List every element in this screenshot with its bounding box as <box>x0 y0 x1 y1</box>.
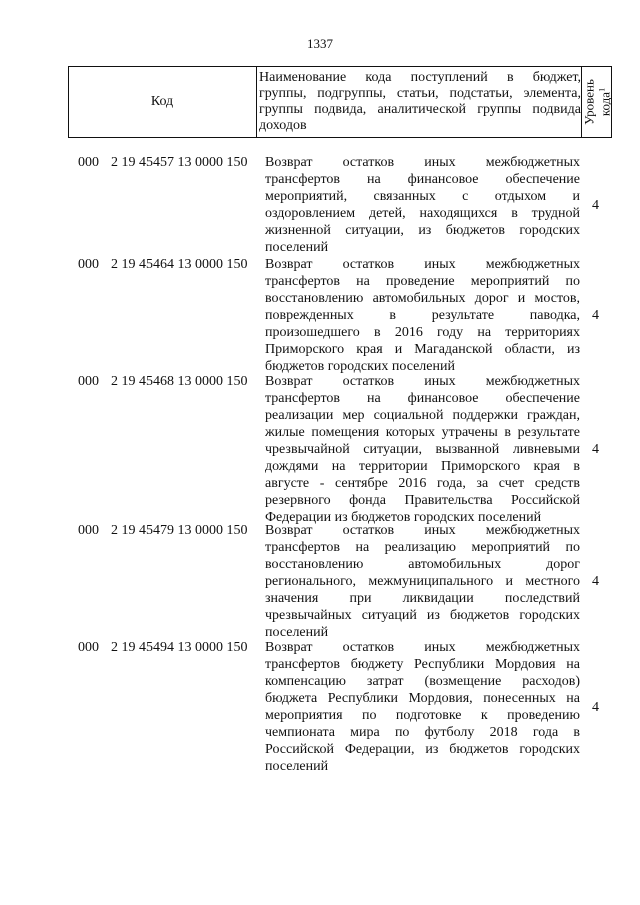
code-level: 4 <box>592 574 599 589</box>
description-line: трансфертов бюджету Республики Мордовия на <box>265 657 580 672</box>
code-description <box>265 154 580 256</box>
level-header-footnote: 1 <box>597 87 607 92</box>
description-line: Федерации из бюджетов городских поселений <box>265 510 542 525</box>
description-line: поселений <box>265 625 329 640</box>
level-header-line: Уровень <box>581 78 597 125</box>
code-level: 4 <box>592 700 599 715</box>
code-level: 4 <box>592 198 599 213</box>
description-line: поселений <box>265 759 329 774</box>
level-column-header <box>583 67 611 136</box>
budget-code: 2 19 45468 13 0000 150 <box>111 374 248 389</box>
description-line: мероприятия по подготовке к проведению <box>265 708 580 723</box>
description-line: Возврат остатков иных межбюджетных <box>265 374 580 389</box>
header-name-line: доходов <box>259 118 307 133</box>
description-line: Приморского края и Магаданской области, из <box>265 342 580 357</box>
description-line: жилые помещения которых утрачены в результате <box>265 425 580 440</box>
description-line: бюджета Республики Мордовия, понесенных на <box>265 691 580 706</box>
code-prefix: 000 <box>78 523 99 538</box>
budget-code: 2 19 45457 13 0000 150 <box>111 155 248 170</box>
description-line: трансфертов на реализацию мероприятий по <box>265 540 580 555</box>
description-line: дождями на территории Приморского края в <box>265 459 580 474</box>
code-level: 4 <box>592 442 599 457</box>
code-column-header: Код <box>150 93 174 109</box>
description-line: Возврат остатков иных межбюджетных <box>265 257 580 272</box>
budget-code: 2 19 45464 13 0000 150 <box>111 257 248 272</box>
description-line: произошедшего в 2016 году на территориях <box>265 325 580 340</box>
description-line: Возврат остатков иных межбюджетных <box>265 640 580 655</box>
table-header <box>68 66 612 138</box>
code-description <box>265 256 580 375</box>
description-line: поврежденных в результате паводка, <box>265 308 580 323</box>
description-line: восстановлению автомобильных дорог <box>265 557 580 572</box>
code-description <box>265 639 580 775</box>
header-name-line: группы, подгруппы, статьи, подстатьи, элемента, <box>259 86 581 101</box>
code-prefix: 000 <box>78 640 99 655</box>
description-line: Российской Федерации, из бюджетов городских <box>265 742 580 757</box>
description-line: оздоровлением детей, находящихся в трудной <box>265 206 580 221</box>
code-description <box>265 522 580 641</box>
description-line: трансфертов на проведение мероприятий по <box>265 274 580 289</box>
description-line: регионального, межмуниципального и местного <box>265 574 580 589</box>
budget-code: 2 19 45479 13 0000 150 <box>111 523 248 538</box>
description-line: Возврат остатков иных межбюджетных <box>265 155 580 170</box>
header-name-line: Наименование кода поступлений в бюджет, <box>259 70 581 85</box>
description-line: чрезвычайных ситуаций из бюджетов городских <box>265 608 580 623</box>
description-line: бюджетов городских поселений <box>265 359 455 374</box>
description-line: августе - сентябре 2016 года, за счет средств <box>265 476 580 491</box>
name-column-header <box>259 70 581 134</box>
code-prefix: 000 <box>78 257 99 272</box>
description-line: мероприятий, связанных с отдыхом и <box>265 189 580 204</box>
code-level: 4 <box>592 308 599 323</box>
budget-code: 2 19 45494 13 0000 150 <box>111 640 248 655</box>
level-header-text <box>582 79 611 125</box>
header-name-line: группы подвида, аналитической группы подвида <box>259 102 581 117</box>
description-line: чемпионата мира по футболу 2018 года в <box>265 725 580 740</box>
description-line: реализации мер социальной поддержки граждан, <box>265 408 580 423</box>
description-line: жизненной ситуации, из бюджетов городских <box>265 223 580 238</box>
description-line: резервного фонда Правительства Российской <box>265 493 580 508</box>
level-header-line <box>595 79 611 125</box>
description-line: Возврат остатков иных межбюджетных <box>265 523 580 538</box>
description-line: компенсацию затрат (возмещение расходов) <box>265 674 580 689</box>
description-line: трансфертов на финансовое обеспечение <box>265 172 580 187</box>
page-number: 1337 <box>307 36 333 51</box>
column-divider <box>256 67 257 137</box>
description-line: трансфертов на финансовое обеспечение <box>265 391 580 406</box>
description-line: чрезвычайной ситуации, вызванной ливневыми <box>265 442 580 457</box>
description-line: значения при ликвидации последствий <box>265 591 580 606</box>
code-description <box>265 373 580 526</box>
level-header-word: кода <box>597 91 613 116</box>
code-prefix: 000 <box>78 155 99 170</box>
code-prefix: 000 <box>78 374 99 389</box>
description-line: поселений <box>265 240 329 255</box>
description-line: восстановлению автомобильных дорог и мостов, <box>265 291 580 306</box>
